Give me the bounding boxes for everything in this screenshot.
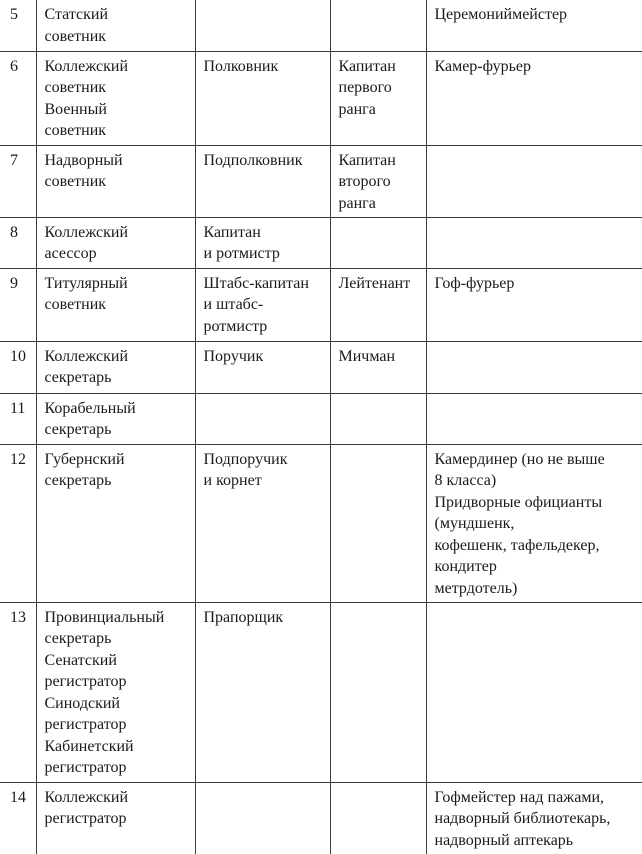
table-row [0, 217, 642, 268]
civil-rank-cell: Губернский секретарь [36, 444, 195, 602]
court-rank-cell [426, 217, 642, 268]
court-rank-cell: Камердинер (но не выше 8 класса) Придворные официанты (мундшенк, кофешенк, тафельдекер, кондитер метрдотель) [426, 444, 642, 602]
navy-rank-cell: Капитан второго ранга [330, 145, 426, 217]
court-rank-cell: Гофмейстер над пажами, надворный библиотекарь, надворный аптекарь [426, 782, 642, 854]
court-rank-cell [426, 602, 642, 782]
civil-rank-cell: Коллежский регистратор [36, 782, 195, 854]
court-rank-cell [426, 393, 642, 444]
table-row [0, 268, 642, 341]
table-row [0, 782, 642, 854]
civil-rank-cell: Корабельный секретарь [36, 393, 195, 444]
table-row [0, 602, 642, 782]
navy-rank-cell [330, 0, 426, 51]
army-rank-cell [195, 393, 330, 444]
civil-rank-cell: Статский советник [36, 0, 195, 51]
army-rank-cell [195, 782, 330, 854]
navy-rank-cell [330, 602, 426, 782]
class-number-cell: 5 [0, 0, 36, 51]
navy-rank-cell: Мичман [330, 341, 426, 393]
court-rank-cell [426, 341, 642, 393]
navy-rank-cell [330, 393, 426, 444]
table-row [0, 0, 642, 51]
army-rank-cell: Капитан и ротмистр [195, 217, 330, 268]
class-number-cell: 14 [0, 782, 36, 854]
court-rank-cell [426, 145, 642, 217]
class-number-cell: 10 [0, 341, 36, 393]
civil-rank-cell: Коллежский асессор [36, 217, 195, 268]
civil-rank-cell: Провинциальный секретарь Сенатский регистратор Синодский регистратор Кабинетский регистратор [36, 602, 195, 782]
class-number-cell: 8 [0, 217, 36, 268]
table-row [0, 341, 642, 393]
navy-rank-cell [330, 782, 426, 854]
navy-rank-cell [330, 217, 426, 268]
class-number-cell: 13 [0, 602, 36, 782]
army-rank-cell: Поручик [195, 341, 330, 393]
court-rank-cell: Церемониймейстер [426, 0, 642, 51]
civil-rank-cell: Коллежский секретарь [36, 341, 195, 393]
civil-rank-cell: Надворный советник [36, 145, 195, 217]
class-number-cell: 9 [0, 268, 36, 341]
court-rank-cell: Камер-фурьер [426, 51, 642, 145]
army-rank-cell: Подпоручик и корнет [195, 444, 330, 602]
navy-rank-cell [330, 444, 426, 602]
army-rank-cell [195, 0, 330, 51]
table-row [0, 145, 642, 217]
class-number-cell: 12 [0, 444, 36, 602]
army-rank-cell: Полковник [195, 51, 330, 145]
class-number-cell: 6 [0, 51, 36, 145]
court-rank-cell: Гоф-фурьер [426, 268, 642, 341]
civil-rank-cell: Коллежский советник Военный советник [36, 51, 195, 145]
table-row [0, 51, 642, 145]
army-rank-cell: Прапорщик [195, 602, 330, 782]
table-row [0, 444, 642, 602]
table-row [0, 393, 642, 444]
navy-rank-cell: Лейтенант [330, 268, 426, 341]
class-number-cell: 11 [0, 393, 36, 444]
civil-rank-cell: Титулярный советник [36, 268, 195, 341]
army-rank-cell: Штабс-капитан и штабс- ротмистр [195, 268, 330, 341]
army-rank-cell: Подполковник [195, 145, 330, 217]
class-number-cell: 7 [0, 145, 36, 217]
navy-rank-cell: Капитан первого ранга [330, 51, 426, 145]
